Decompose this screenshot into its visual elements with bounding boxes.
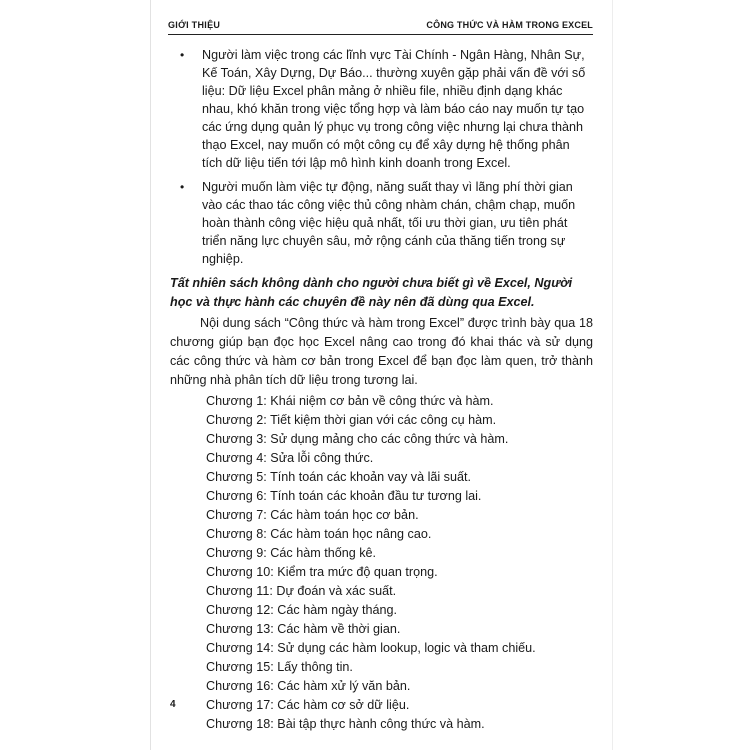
bullet-item (170, 178, 593, 268)
chapter-item: Chương 14: Sử dụng các hàm lookup, logic và tham chiếu. (206, 641, 536, 655)
chapter-item: Chương 2: Tiết kiệm thời gian với các công cụ hàm. (206, 413, 497, 427)
intro-paragraph: Nội dung sách “Công thức và hàm trong Excel” được trình bày qua 18 chương giúp bạn đọc học Excel nâng cao trong đó khai thác và sử dụng các công thức và hàm cơ bản trong Excel để bạn đọc làm quen, trở thành những nhà phân tích dữ liệu trong tương lai. (170, 316, 593, 387)
running-header (168, 20, 593, 40)
chapter-item: Chương 17: Các hàm cơ sở dữ liệu. (206, 698, 410, 712)
header-book-title: CÔNG THỨC VÀ HÀM TRONG EXCEL (426, 20, 593, 30)
chapter-item: Chương 12: Các hàm ngày tháng. (206, 603, 398, 617)
chapter-list (170, 392, 593, 734)
chapter-item: Chương 10: Kiểm tra mức độ quan trọng. (206, 565, 438, 579)
chapter-item: Chương 5: Tính toán các khoản vay và lãi suất. (206, 470, 471, 484)
page-body (170, 46, 593, 734)
bullet-text: Người làm việc trong các lĩnh vực Tài Chính - Ngân Hàng, Nhân Sự, Kế Toán, Xây Dựng, Dự Báo... thường xuyên gặp phải vấn đề với số liệu: Dữ liệu Excel phân mảng ở nhiều file, nhiều định dạng khác nhau, khó khăn trong việc tổng hợp và làm báo cáo nay muốn tự tạo các ứng dụng quản lý phục vụ trong công việc nhưng lại chưa thành thạo Excel, nay muốn có một công cụ để xây dựng hệ thống phân tích dữ liệu tiến tới lập mô hình kinh doanh trong Excel. (202, 48, 586, 170)
chapter-item: Chương 7: Các hàm toán học cơ bản. (206, 508, 419, 522)
chapter-item: Chương 9: Các hàm thống kê. (206, 546, 377, 560)
chapter-item: Chương 15: Lấy thông tin. (206, 660, 353, 674)
page-number: 4 (170, 699, 176, 710)
header-rule (168, 34, 593, 35)
emphasis-note: Tất nhiên sách không dành cho người chưa biết gì về Excel, Người học và thực hành các chuyên đề này nên đã dùng qua Excel. (170, 276, 573, 309)
chapter-item: Chương 16: Các hàm xử lý văn bản. (206, 679, 411, 693)
chapter-item: Chương 1: Khái niệm cơ bản về công thức và hàm. (206, 394, 494, 408)
page-edge-left (150, 0, 151, 750)
bullet-item (170, 46, 593, 172)
bullet-icon: • (180, 48, 185, 62)
page-edge-right (612, 0, 613, 750)
chapter-item: Chương 13: Các hàm về thời gian. (206, 622, 401, 636)
chapter-item: Chương 18: Bài tập thực hành công thức và hàm. (206, 717, 485, 731)
chapter-item: Chương 4: Sửa lỗi công thức. (206, 451, 374, 465)
header-section-title: GIỚI THIỆU (168, 20, 221, 30)
chapter-item: Chương 6: Tính toán các khoản đầu tư tương lai. (206, 489, 482, 503)
bullet-icon: • (180, 180, 185, 194)
chapter-item: Chương 11: Dự đoán và xác suất. (206, 584, 397, 598)
chapter-item: Chương 3: Sử dụng mảng cho các công thức và hàm. (206, 432, 509, 446)
bullet-text: Người muốn làm việc tự động, năng suất thay vì lãng phí thời gian vào các thao tác công việc thủ công nhàm chán, chậm chạp, muốn hoàn thành công việc hiệu quả nhất, tối ưu thời gian, ưu tiên phát triển năng lực chuyên sâu, mở rộng cánh của thăng tiến trong sự nghiệp. (202, 180, 576, 266)
chapter-item: Chương 8: Các hàm toán học nâng cao. (206, 527, 432, 541)
